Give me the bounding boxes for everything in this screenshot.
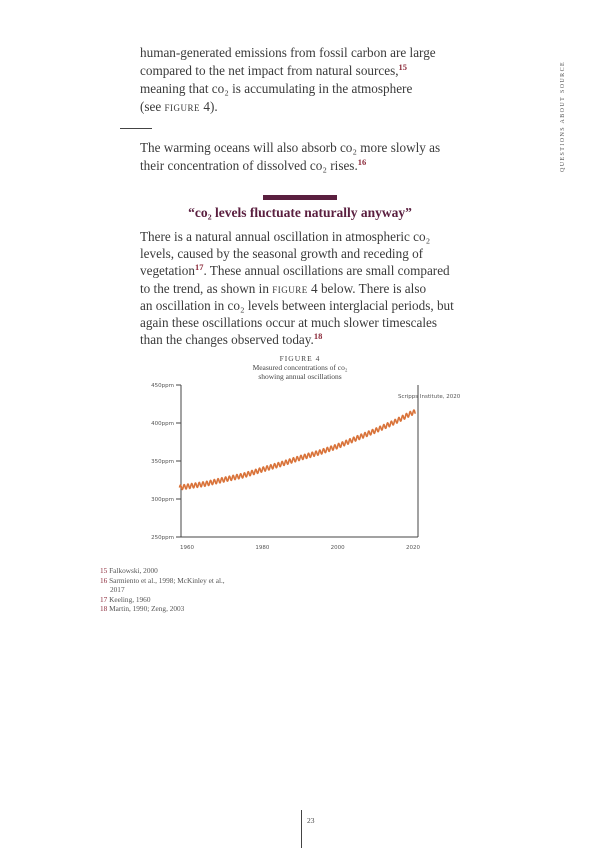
footnote-ref-17[interactable]: 17 bbox=[194, 262, 204, 273]
footnote-number: 15 bbox=[100, 566, 108, 575]
footnotes bbox=[100, 566, 230, 614]
side-section-label: QUESTIONS ABOUT SOURCE bbox=[560, 60, 566, 172]
figure-title-line: Measured concentrations of co₂ bbox=[252, 363, 348, 372]
text: to the trend, as shown in bbox=[140, 280, 273, 296]
section-heading: “co₂ levels fluctuate naturally anyway” bbox=[188, 205, 412, 220]
chart-source: Scripps Institute, 2020 bbox=[398, 394, 461, 400]
figure-ref[interactable]: figure bbox=[164, 99, 201, 114]
line: an oscillation in co₂ levels between interglacial periods, but bbox=[140, 297, 454, 313]
footnote-ref-16[interactable]: 16 bbox=[357, 157, 367, 167]
footnote-number: 18 bbox=[100, 604, 108, 614]
y-tick-label: 300ppm bbox=[151, 497, 174, 503]
line: again these oscillations occur at much slower timescales bbox=[140, 315, 437, 331]
footnote-text: Martin, 1990; Zeng, 2003 bbox=[109, 604, 185, 614]
footnote-number: 17 bbox=[100, 594, 108, 604]
y-tick-label: 400ppm bbox=[151, 421, 174, 427]
footnote-ref-18[interactable]: 18 bbox=[313, 331, 323, 342]
line: There is a natural annual oscillation in atmospheric co₂ bbox=[140, 229, 431, 244]
text: vegetation bbox=[140, 263, 195, 279]
text: . These annual oscillations are small compared bbox=[203, 263, 450, 279]
x-tick-label: 1960 bbox=[180, 545, 194, 551]
y-tick-label: 350ppm bbox=[151, 459, 174, 465]
text: than the changes observed today. bbox=[140, 332, 314, 348]
figure-ref[interactable]: figure bbox=[272, 280, 308, 296]
text: 4 below. There is also bbox=[307, 280, 427, 296]
footnote-ref-15[interactable]: 15 bbox=[398, 62, 408, 72]
x-tick-label: 2000 bbox=[330, 545, 345, 551]
footnote-text: Keeling, 1960 bbox=[109, 594, 151, 604]
co2-series-line bbox=[179, 410, 415, 489]
line: human-generated emissions from fossil carbon are large bbox=[140, 45, 436, 60]
y-tick-label: 450ppm bbox=[151, 383, 174, 389]
x-tick-label: 2020 bbox=[406, 545, 420, 551]
footnote-number: 16 bbox=[100, 575, 108, 585]
line: The warming oceans will also absorb co₂ more slowly as bbox=[140, 140, 441, 155]
page-number-rule bbox=[301, 810, 302, 848]
footnote bbox=[100, 604, 230, 614]
line: levels, caused by the seasonal growth and receding of bbox=[140, 246, 424, 262]
figure-title-line: showing annual oscillations bbox=[258, 372, 342, 381]
text: 4). bbox=[200, 99, 218, 114]
line: meaning that co₂ is accumulating in the atmosphere bbox=[140, 81, 413, 96]
text: their concentration of dissolved co₂ rises. bbox=[140, 158, 358, 173]
footnote bbox=[100, 595, 230, 605]
y-tick-label: 250ppm bbox=[151, 535, 174, 541]
x-tick-label: 1980 bbox=[255, 545, 270, 551]
footnote bbox=[100, 566, 230, 576]
figure-label: FIGURE 4 bbox=[279, 354, 321, 363]
page-number: 23 bbox=[307, 816, 315, 825]
footnote bbox=[100, 576, 230, 595]
text: compared to the net impact from natural sources, bbox=[140, 63, 399, 78]
text: (see bbox=[140, 99, 165, 114]
footnote-text: Falkowski, 2000 bbox=[109, 566, 158, 575]
footnote-text: Sarmiento et al., 1998; McKinley et al., 2017 bbox=[109, 575, 225, 595]
